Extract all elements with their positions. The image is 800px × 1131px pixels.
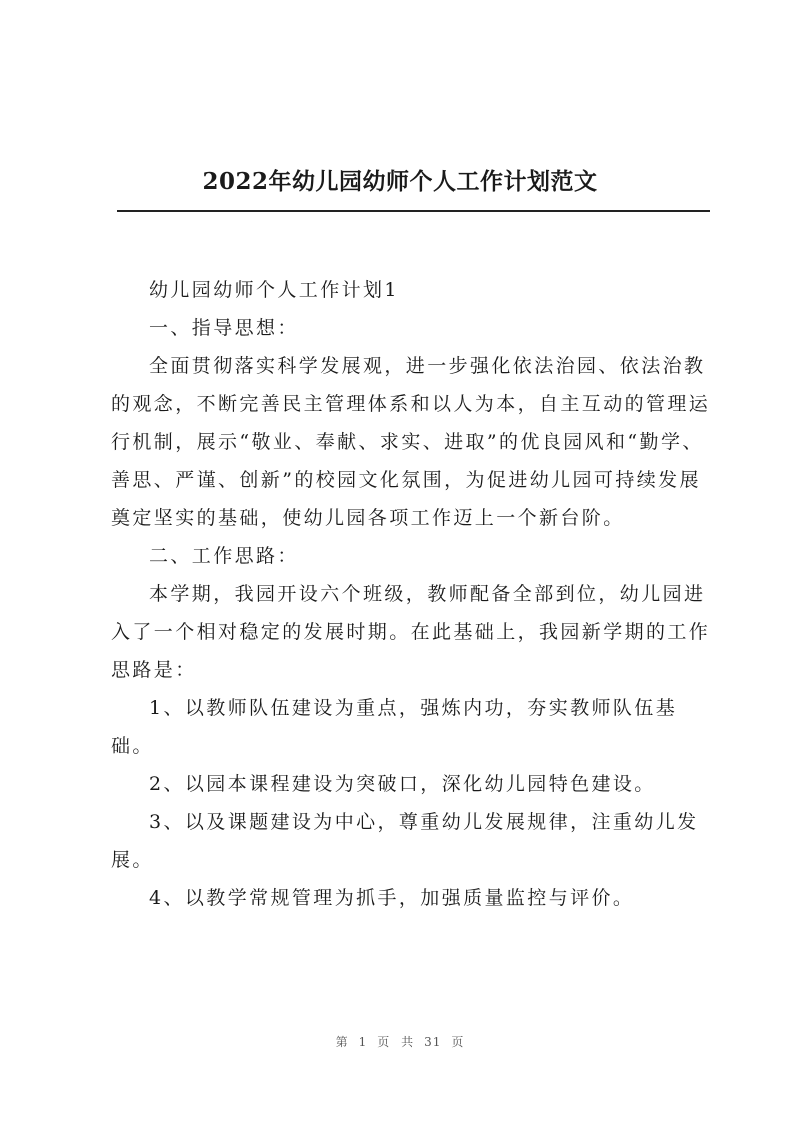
page-footer — [0, 1033, 800, 1050]
page-suffix: 页 — [451, 1035, 465, 1049]
list-item-1: 1、以教师队伍建设为重点，强炼内功，夯实教师队伍基础。 — [111, 697, 678, 757]
section-heading: 幼儿园幼师个人工作计划1 — [149, 279, 399, 301]
document-title: 2022年幼儿园幼师个人工作计划范文 — [202, 168, 598, 195]
page-number: 1 — [358, 1035, 368, 1049]
list-item-4: 4、以教学常规管理为抓手，加强质量监控与评价。 — [149, 887, 635, 909]
title-underline — [117, 210, 710, 212]
list-item-3: 3、以及课题建设为中心，尊重幼儿发展规律，注重幼儿发展。 — [111, 811, 699, 871]
document-body — [111, 271, 711, 917]
page-prefix: 第 — [335, 1035, 349, 1049]
paragraph-work-approach: 本学期，我园开设六个班级，教师配备全部到位，幼儿园进入了一个相对稳定的发展时期。在此基础上，我园新学期的工作思路是： — [111, 583, 711, 681]
page-total: 31 — [424, 1035, 442, 1049]
subheading-work-approach: 二、工作思路： — [149, 545, 299, 567]
paragraph-guiding-thought: 全面贯彻落实科学发展观，进一步强化依法治园、依法治教的观念，不断完善民主管理体系和以人为本，自主互动的管理运行机制，展示“敬业、奉献、求实、进取”的优良园风和“勤学、善思、严谨、创新”的校园文化氛围，为促进幼儿园可持续发展奠定坚实的基础，使幼儿园各项工作迈上一个新台阶。 — [111, 355, 711, 529]
page-mid: 页 共 — [377, 1035, 415, 1049]
subheading-guiding-thought: 一、指导思想： — [149, 317, 299, 339]
list-item-2: 2、以园本课程建设为突破口，深化幼儿园特色建设。 — [149, 773, 656, 795]
